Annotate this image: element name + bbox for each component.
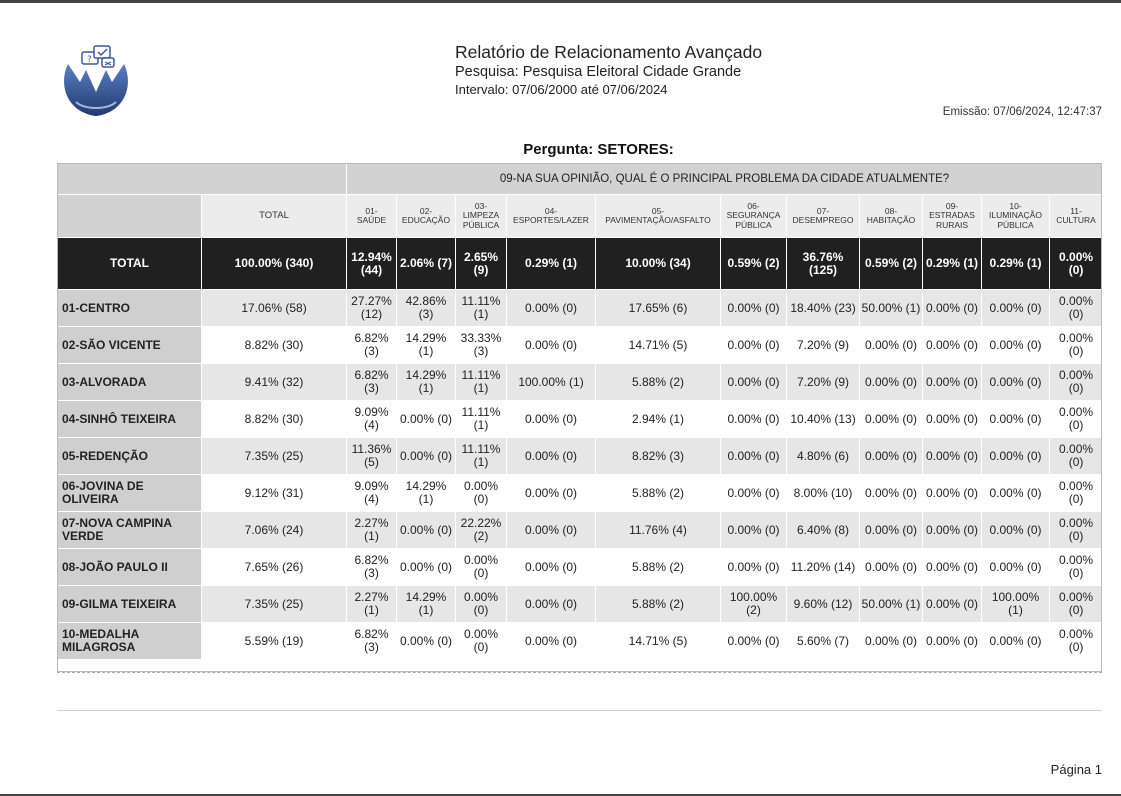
table-cell: 9.09% (4) — [347, 401, 397, 438]
table-row — [58, 327, 1103, 364]
table-cell: 0.00% (0) — [507, 290, 596, 327]
table-cell: 0.00% (0) — [397, 549, 456, 586]
column-header-line: 08- — [884, 205, 898, 216]
table-cell: 0.00% (0) — [456, 475, 507, 512]
emission-date: Emissão: 07/06/2024, 12:47:37 — [942, 106, 1102, 118]
table-cell: 50.00% (1) — [860, 290, 923, 327]
table-cell: 6.82% (3) — [347, 327, 397, 364]
row-total: 7.35% (25) — [202, 438, 347, 475]
table-cell: 0.00% (0) — [860, 475, 923, 512]
table-cell: 0.00% (0) — [860, 438, 923, 475]
table-cell: 0.00% (0) — [923, 623, 982, 660]
row-label: 02-SÃO VICENTE — [58, 327, 202, 364]
row-label: 03-ALVORADA — [58, 364, 202, 401]
question-group-header: 09-NA SUA OPINIÃO, QUAL É O PRINCIPAL PROBLEMA DA CIDADE ATUALMENTE? — [347, 164, 1103, 195]
table-cell: 100.00% (2) — [721, 586, 787, 623]
table-cell: 0.00% (0) — [397, 401, 456, 438]
column-header-line: CULTURA — [1056, 215, 1096, 225]
table-cell: 0.00% (0) — [507, 401, 596, 438]
table-cell: 0.00% (0) — [860, 512, 923, 549]
column-header-line: 02- — [419, 205, 433, 216]
column-header — [1050, 195, 1103, 238]
survey-logo-icon — [60, 42, 132, 116]
table-row — [58, 549, 1103, 586]
table-cell: 6.40% (8) — [787, 512, 860, 549]
table-cell: 42.86% (3) — [397, 290, 456, 327]
table-cell: 0.00% (0) — [397, 623, 456, 660]
table-cell: 0.00% (0) — [1050, 475, 1103, 512]
row-label: 09-GILMA TEIXEIRA — [58, 586, 202, 623]
table-cell: 27.27% (12) — [347, 290, 397, 327]
table-cell: 0.00% (0) — [1050, 586, 1103, 623]
table-cell: 4.80% (6) — [787, 438, 860, 475]
table-cell: 0.00% (0) — [982, 401, 1050, 438]
table-cell: 0.00% (0) — [721, 364, 787, 401]
table-cell: 0.00% (0) — [982, 623, 1050, 660]
table-cell: 14.29% (1) — [397, 475, 456, 512]
table-cell: 5.88% (2) — [596, 549, 721, 586]
table-cell: 0.00% (0) — [923, 401, 982, 438]
row-total: 7.35% (25) — [202, 586, 347, 623]
column-header-line: 10- — [1009, 200, 1022, 211]
table-cell: 0.00% (0) — [923, 512, 982, 549]
row-total: 7.06% (24) — [202, 512, 347, 549]
table-cell: 11.20% (14) — [787, 549, 860, 586]
date-interval: Intervalo: 07/06/2000 até 07/06/2024 — [455, 82, 668, 97]
table-cell: 0.00% (0) — [507, 438, 596, 475]
table-row — [58, 512, 1103, 549]
column-header — [860, 195, 923, 238]
total-row — [58, 238, 1103, 290]
column-header — [347, 195, 397, 238]
table-cell: 0.00% (0) — [721, 549, 787, 586]
column-header-line: HABITAÇÃO — [866, 215, 916, 225]
column-header-line: 01- — [365, 205, 378, 216]
table-cell: 0.00% (0) — [721, 290, 787, 327]
table-cell: 0.00% (0) — [1050, 512, 1103, 549]
table-cell: 0.00% (0) — [860, 327, 923, 364]
table-cell: 0.00% (0) — [507, 327, 596, 364]
table-cell: 14.71% (5) — [596, 327, 721, 364]
column-header-line: EDUCAÇÃO — [401, 215, 451, 225]
table-cell: 5.88% (2) — [596, 364, 721, 401]
total-row-cell: 0.29% (1) — [982, 238, 1050, 290]
column-header-line: 05- — [651, 205, 665, 216]
table-cell: 100.00% (1) — [982, 586, 1050, 623]
column-header-line: ESPORTES/LAZER — [513, 215, 589, 225]
total-row-cell: 0.59% (2) — [721, 238, 787, 290]
table-cell: 0.00% (0) — [982, 327, 1050, 364]
total-row-cell: 0.29% (1) — [923, 238, 982, 290]
total-row-cell: 2.65% (9) — [456, 238, 507, 290]
row-total: 5.59% (19) — [202, 623, 347, 660]
table-row — [58, 475, 1103, 512]
table-cell: 22.22% (2) — [456, 512, 507, 549]
table-cell: 5.88% (2) — [596, 475, 721, 512]
table-cell: 0.00% (0) — [1050, 623, 1103, 660]
table-cell: 0.00% (0) — [507, 586, 596, 623]
table-cell: 0.00% (0) — [860, 364, 923, 401]
table-cell: 0.00% (0) — [507, 475, 596, 512]
table-cell: 0.00% (0) — [982, 512, 1050, 549]
table-cell: 0.00% (0) — [860, 401, 923, 438]
table-cell: 0.00% (0) — [982, 290, 1050, 327]
table-cell: 0.00% (0) — [1050, 364, 1103, 401]
column-header-line: 04- — [544, 205, 558, 216]
table-cell: 7.20% (9) — [787, 364, 860, 401]
table-cell: 0.00% (0) — [923, 438, 982, 475]
table-cell: 0.00% (0) — [456, 549, 507, 586]
column-header-line: PÚBLICA — [735, 219, 772, 230]
column-header-line: 11- — [1070, 205, 1082, 216]
table-cell: 0.00% (0) — [923, 586, 982, 623]
table-cell: 0.00% (0) — [721, 475, 787, 512]
column-header-line: RURAIS — [935, 219, 969, 230]
table-cell: 0.00% (0) — [721, 438, 787, 475]
table-cell: 0.00% (0) — [397, 512, 456, 549]
table-cell: 100.00% (1) — [507, 364, 596, 401]
row-label: 10-MEDALHA MILAGROSA — [58, 623, 202, 660]
table-cell: 0.00% (0) — [1050, 549, 1103, 586]
column-header-line: 03- — [474, 200, 488, 211]
table-cell: 0.00% (0) — [923, 475, 982, 512]
column-header-line: PÚBLICA — [462, 219, 500, 230]
table-cell: 14.29% (1) — [397, 586, 456, 623]
table-row — [58, 364, 1103, 401]
row-total: 9.41% (32) — [202, 364, 347, 401]
column-header-line: PAVIMENTAÇÃO/ASFALTO — [605, 215, 711, 225]
table-cell: 11.76% (4) — [596, 512, 721, 549]
total-row-cell: 36.76% (125) — [787, 238, 860, 290]
total-row-cell: 10.00% (34) — [596, 238, 721, 290]
table-cell: 11.11% (1) — [456, 438, 507, 475]
column-header — [456, 195, 507, 238]
table-cell: 5.88% (2) — [596, 586, 721, 623]
table-cell: 8.00% (10) — [787, 475, 860, 512]
table-cell: 0.00% (0) — [507, 623, 596, 660]
column-header-line: SEGURANÇA — [726, 210, 781, 221]
row-label: 07-NOVA CAMPINA VERDE — [58, 512, 202, 549]
table-cell: 0.00% (0) — [923, 290, 982, 327]
row-label: 04-SINHÔ TEIXEIRA — [58, 401, 202, 438]
table-row — [58, 401, 1103, 438]
table-cell: 7.20% (9) — [787, 327, 860, 364]
table-row — [58, 623, 1103, 660]
row-total: 8.82% (30) — [202, 401, 347, 438]
table-cell: 0.00% (0) — [982, 549, 1050, 586]
table-cell: 0.00% (0) — [456, 623, 507, 660]
row-label: 08-JOÃO PAULO II — [58, 549, 202, 586]
table-cell: 11.11% (1) — [456, 290, 507, 327]
column-header — [507, 195, 596, 238]
row-label: 01-CENTRO — [58, 290, 202, 327]
table-cell: 17.65% (6) — [596, 290, 721, 327]
column-header-line: ILUMINAÇÃO — [989, 210, 1042, 221]
table-cell: 9.60% (12) — [787, 586, 860, 623]
column-header-line: 06- — [747, 200, 760, 211]
table-cell: 50.00% (1) — [860, 586, 923, 623]
total-row-label: TOTAL — [58, 238, 202, 290]
table-cell: 0.00% (0) — [456, 586, 507, 623]
table-cell: 0.00% (0) — [721, 512, 787, 549]
table-cell: 6.82% (3) — [347, 549, 397, 586]
table-cell: 18.40% (23) — [787, 290, 860, 327]
column-header-line: DESEMPREGO — [792, 215, 854, 225]
footer-divider — [57, 710, 1102, 711]
total-row-cell: 12.94% (44) — [347, 238, 397, 290]
top-border — [0, 0, 1121, 3]
total-row-cell: 2.06% (7) — [397, 238, 456, 290]
row-label-header — [58, 195, 202, 238]
table-cell: 2.94% (1) — [596, 401, 721, 438]
table-cell: 6.82% (3) — [347, 623, 397, 660]
table-cell: 8.82% (3) — [596, 438, 721, 475]
total-row-cell: 0.29% (1) — [507, 238, 596, 290]
total-row-cell: 0.00% (0) — [1050, 238, 1103, 290]
column-header-line: PÚBLICA — [997, 219, 1034, 230]
table-cell: 0.00% (0) — [860, 549, 923, 586]
report-title: Relatório de Relacionamento Avançado — [455, 42, 763, 62]
table-cell: 0.00% (0) — [1050, 438, 1103, 475]
page-number: Página 1 — [1050, 762, 1102, 777]
column-header-line: 07- — [816, 205, 830, 216]
table-cell: 0.00% (0) — [721, 401, 787, 438]
column-header-line: 09- — [945, 200, 959, 211]
table-cell: 0.00% (0) — [860, 623, 923, 660]
table-cell: 0.00% (0) — [982, 475, 1050, 512]
table-cell: 14.29% (1) — [397, 327, 456, 364]
table-cell: 2.27% (1) — [347, 586, 397, 623]
total-row-cell: 0.59% (2) — [860, 238, 923, 290]
total-row-total: 100.00% (340) — [202, 238, 347, 290]
table-cell: 0.00% (0) — [1050, 290, 1103, 327]
table-cell: 33.33% (3) — [456, 327, 507, 364]
table-cell: 0.00% (0) — [982, 438, 1050, 475]
table-cell: 0.00% (0) — [721, 327, 787, 364]
report-header — [455, 41, 762, 98]
total-column-header: TOTAL — [202, 195, 347, 238]
row-total: 7.65% (26) — [202, 549, 347, 586]
table-cell: 9.09% (4) — [347, 475, 397, 512]
column-header-line: LIMPEZA — [462, 210, 500, 221]
table-cell: 0.00% (0) — [982, 364, 1050, 401]
table-cell: 14.29% (1) — [397, 364, 456, 401]
survey-name: Pesquisa: Pesquisa Eleitoral Cidade Grande — [455, 64, 742, 80]
table-row — [58, 290, 1103, 327]
header-blank — [58, 164, 347, 195]
table-cell: 5.60% (7) — [787, 623, 860, 660]
table-cell: 10.40% (13) — [787, 401, 860, 438]
column-header — [787, 195, 860, 238]
table-cell: 0.00% (0) — [1050, 327, 1103, 364]
column-header — [721, 195, 787, 238]
column-header — [397, 195, 456, 238]
table-cell: 0.00% (0) — [1050, 401, 1103, 438]
table-cell: 2.27% (1) — [347, 512, 397, 549]
table-cell: 14.71% (5) — [596, 623, 721, 660]
row-total: 8.82% (30) — [202, 327, 347, 364]
row-label: 05-REDENÇÃO — [58, 438, 202, 475]
row-total: 17.06% (58) — [202, 290, 347, 327]
table-cell: 11.11% (1) — [456, 364, 507, 401]
table-cell: 0.00% (0) — [507, 512, 596, 549]
column-header-line: ESTRADAS — [929, 210, 975, 221]
table-cell: 0.00% (0) — [923, 364, 982, 401]
table-dashed-divider — [57, 672, 1102, 673]
row-total: 9.12% (31) — [202, 475, 347, 512]
table-cell: 0.00% (0) — [923, 549, 982, 586]
cross-tab-table — [57, 163, 1103, 660]
column-header-line: SAÚDE — [356, 215, 387, 225]
table-cell: 11.36% (5) — [347, 438, 397, 475]
column-header — [596, 195, 721, 238]
table-cell: 0.00% (0) — [721, 623, 787, 660]
table-row — [58, 438, 1103, 475]
svg-text:?: ? — [87, 55, 92, 65]
table-cell: 6.82% (3) — [347, 364, 397, 401]
table-cell: 11.11% (1) — [456, 401, 507, 438]
question-title: Pergunta: SETORES: — [523, 141, 674, 158]
table-row — [58, 586, 1103, 623]
table-cell: 0.00% (0) — [923, 327, 982, 364]
table-cell: 0.00% (0) — [507, 549, 596, 586]
column-header — [982, 195, 1050, 238]
row-label: 06-JOVINA DE OLIVEIRA — [58, 475, 202, 512]
column-header — [923, 195, 982, 238]
table-cell: 0.00% (0) — [397, 438, 456, 475]
